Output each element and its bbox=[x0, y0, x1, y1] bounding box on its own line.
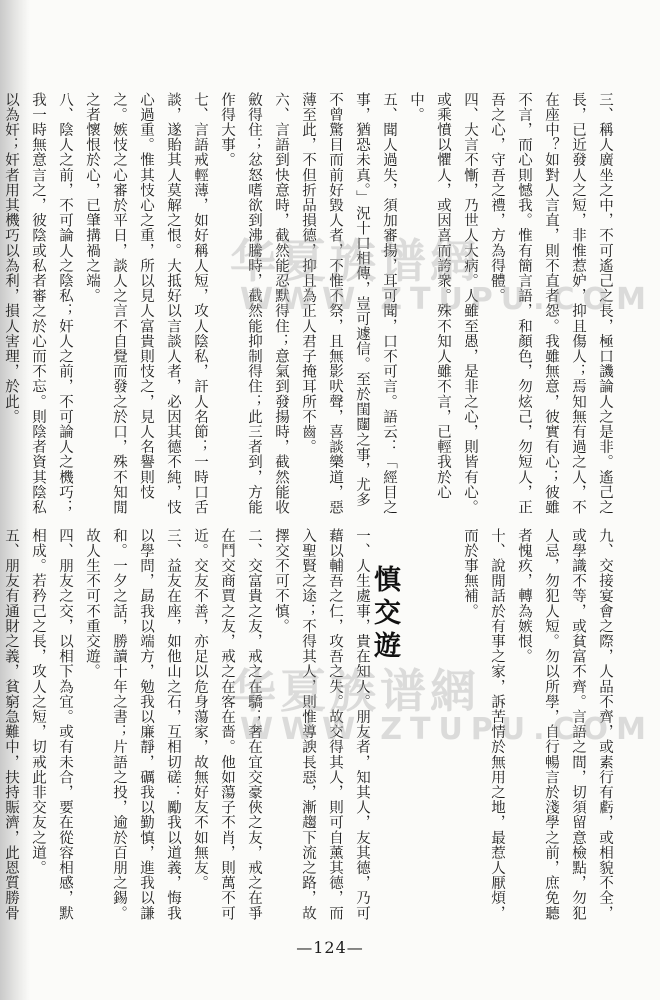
watermark-url-lower: WWW.ZTUPU.COM bbox=[240, 712, 654, 747]
watermark-url-upper: WWW.ZTUPU.COM bbox=[240, 282, 654, 317]
watermark-text-lower: 华夏族谱網 bbox=[230, 664, 480, 718]
section-title: 慎交遊 bbox=[369, 565, 400, 664]
watermark-text-upper: 华夏族谱網 bbox=[230, 234, 480, 288]
page-number: —124— bbox=[296, 938, 364, 957]
top-text-block: 三、稱人廣坐之中，不可遙己之長，極口譏論人之是非。遙己之長，已近發人之短，非惟惹妒，抑且傷人；焉知無有過之人，不在座中？如對人言直，則不直者怨。我雖無意，彼實有心；彼雖不言，而心則憾我。惟有簡言語，和顏色，勿炫己，勿短人，正吾之心，守吾之禮，方為得體。 四、大言不慚，乃世人大病。人雖至愚，是非之心，則皆有心。或乘憤以懼人，或因喜而誇衆。殊不知人雖不言，已輕我於心中。 五、聞人過失，須加審揚，耳可聞，口不可言。語云：「經目之事，猶恐未真。」況十口相傳，豈可遽信。至於閨闥之事，尤多不曾驚目而前好毀人者，不惟不祭，且無影吠聲，喜談樂道，惡薄至此，不但折品損德，抑且為正人君子掩耳所不齒。 六、言語到快意時，截然能忍默得住；意氣到發揚時，截然能收斂得住；忿怒嗜欲到沸騰時，截然能抑制得住；此三者到，方能作得大事。 七、言語戒輕薄，如好稱人短，攻人陰私，訐人名節；一時口舌談，遂貽其人莫解之恨。大抵好以言談人者，必因其德不純，忮心過重。惟其忮心之重，所以見人富貴則忮之，見人名譽則忮之。嫉忮之心審於平日，談人之言不自覺而發之於口，殊不知閒之者懷恨於心，已肇搆禍之端。 八、陰人之前，不可論人之陰私；奸人之前，不可論人之機巧；我一時無意言之，彼陰或私者審之於心而不忘。則陰者資其陰私以為奸；奸者用其機巧以為利，損人害理，於此。 bbox=[3, 92, 613, 515]
bottom-text-block: 九、交接宴會之際，人品不齊，或素行有虧，或相貌不全，或學識不等，或貧富不齊。言語之間，切須留意檢點，勿犯人忌，勿犯人短。勿以所學，自行暢言於淺學之前，庶免聽者愧疚，轉為嫉恨。 十、說閒話於有事之家，訴苦情於無用之地，最惹人厭煩，而於事無補。 一、人生處事，貴在知人。朋友者，知其人，友其德，乃可藉以輔吾之仁，攻吾之失。故交得其人，則可自薰其德，而入聖賢之途；不得其人，則惟導諛長惡，漸趨下流之路，故擇交不可不慎。 二、交富貴之友，戒之在驕；奢在宜交豪俠之友，戒之在爭在鬥交商賈之友，戒之在客在嗇。他如蕩子不肖，則萬不可近。交友不善，亦足以危身蕩家，故無好友不如無友。 三、益友在座，如他山之石，互相切磋：勵我以道義，悔我以學問，勗我以端方，勉我以廉靜，礪我以勤慎，進我以謙和。一夕之話，勝讀十年之書；片語之投，逾於百朋之錫。故人生不可不重交遊。 四、朋友之交，以相下為宜。或有未合，要在從容相感，默相成。若矜己之長，攻人之短，切戒此非交友之道。 五、朋友有通財之義，貧窮急難中，扶持賑濟，此恩質勝骨 bbox=[3, 528, 613, 921]
